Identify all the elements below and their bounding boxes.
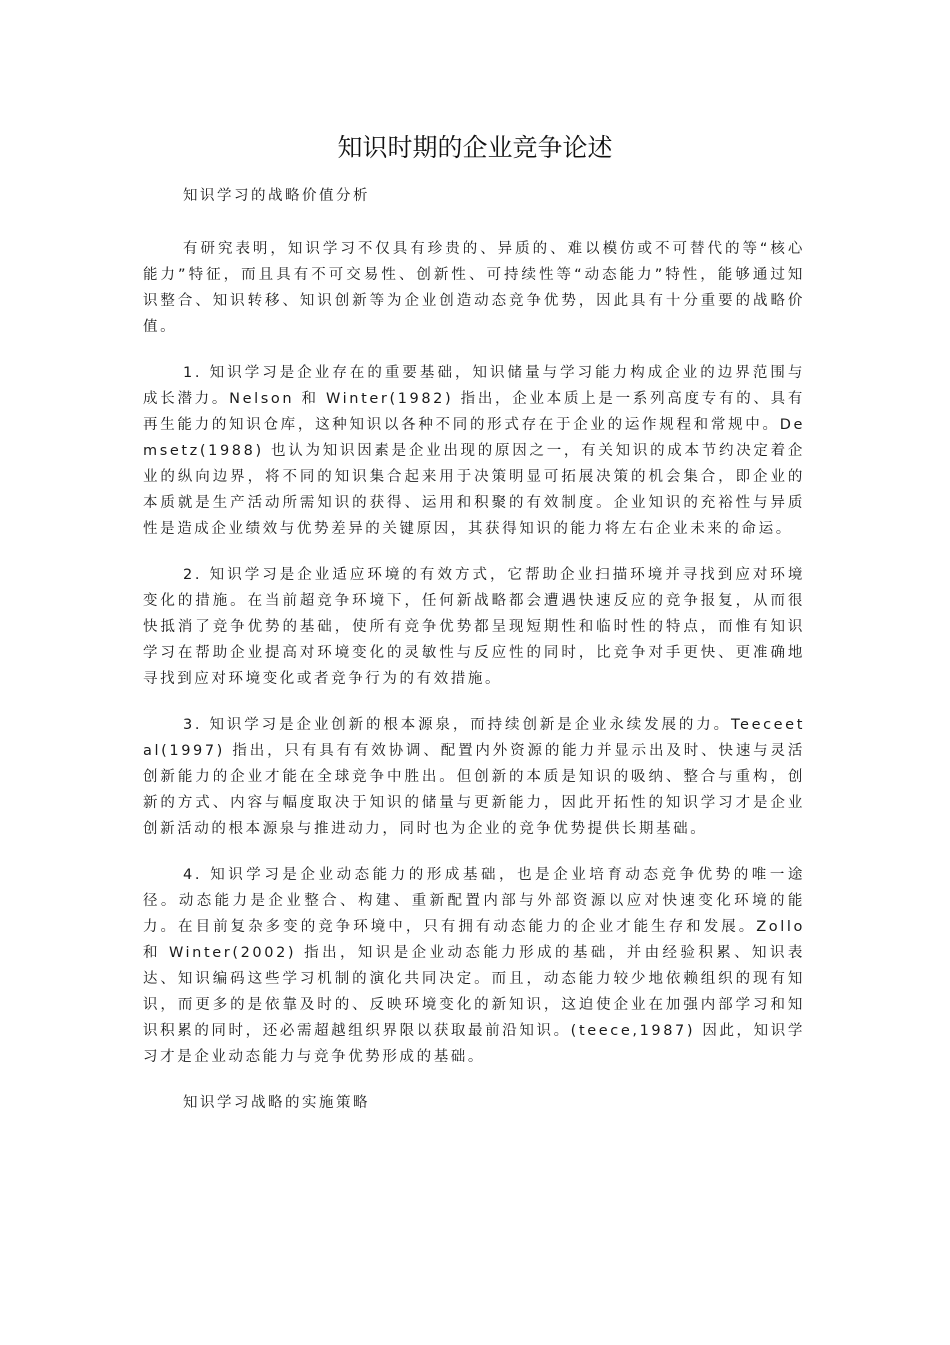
document-title: 知识时期的企业竞争论述 [337, 133, 613, 162]
paragraph-point-2: 2. 知识学习是企业适应环境的有效方式，它帮助企业扫描环境并寻找到应对环境变化的措施。在当前超竞争环境下，任何新战略都会遭遇快速反应的竞争报复，从而很快抵消了竞争优势的基础，使所有竞争优势都呈现短期性和临时性的特点，而惟有知识学习在帮助企业提高对环境变化的灵敏性与反应性的同时，比竞争对手更快、更准确地寻找到应对环境变化或者竞争行为的有效措施。 [143, 567, 805, 687]
paragraph-point-4: 4. 知识学习是企业动态能力的形成基础，也是企业培育动态竞争优势的唯一途径。动态能力是企业整合、构建、重新配置内部与外部资源以应对快速变化环境的能力。在目前复杂多变的竞争环境中，只有拥有动态能力的企业才能生存和发展。Zollo 和 Winter(2002) 指出，知识是企业动态能力形成的基础，并由经验积累、知识表达、知识编码这些学习机制的演化共同决定。而且，动态能力较少地依赖组织的现有知识，而更多的是依靠及时的、反映环境变化的新知识，这迫使企业在加强内部学习和知识积累的同时，还必需超越组织界限以获取最前沿知识。(teece,1987) 因此，知识学习才是企业动态能力与竞争优势形成的基础。 [143, 867, 805, 1065]
paragraph-intro: 有研究表明，知识学习不仅具有珍贵的、异质的、难以模仿或不可替代的等“核心能力”特征，而且具有不可交易性、创新性、可持续性等“动态能力”特性，能够通过知识整合、知识转移、知识创新等为企业创造动态竞争优势，因此具有十分重要的战略价值。 [143, 241, 805, 335]
document-body [143, 183, 805, 1116]
paragraph-point-3: 3. 知识学习是企业创新的根本源泉，而持续创新是企业永续发展的力。Teeceetal(1997) 指出，只有具有有效协调、配置内外资源的能力并显示出及时、快速与灵活创新能力的企业才能在全球竞争中胜出。但创新的本质是知识的吸纳、整合与重构，创新的方式、内容与幅度取决于知识的储量与更新能力，因此开拓性的知识学习才是企业创新活动的根本源泉与推进动力，同时也为企业的竞争优势提供长期基础。 [143, 717, 805, 837]
section-heading-strategic-value: 知识学习的战略价值分析 [183, 188, 370, 204]
section-heading-implementation: 知识学习战略的实施策略 [183, 1095, 370, 1111]
paragraph-point-1: 1. 知识学习是企业存在的重要基础，知识储量与学习能力构成企业的边界范围与成长潜力。Nelson 和 Winter(1982) 指出，企业本质上是一系列高度专有的、具有再生能力的知识仓库，这种知识以各种不同的形式存在于企业的运作规程和常规中。Demsetz(1988) 也认为知识因素是企业出现的原因之一，有关知识的成本节约决定着企业的纵向边界，将不同的知识集合起来用于决策明显可拓展决策的机会集合，即企业的本质就是生产活动所需知识的获得、运用和积聚的有效制度。企业知识的充裕性与异质性是造成企业绩效与优势差异的关键原因，其获得知识的能力将左右企业未来的命运。 [143, 365, 805, 537]
